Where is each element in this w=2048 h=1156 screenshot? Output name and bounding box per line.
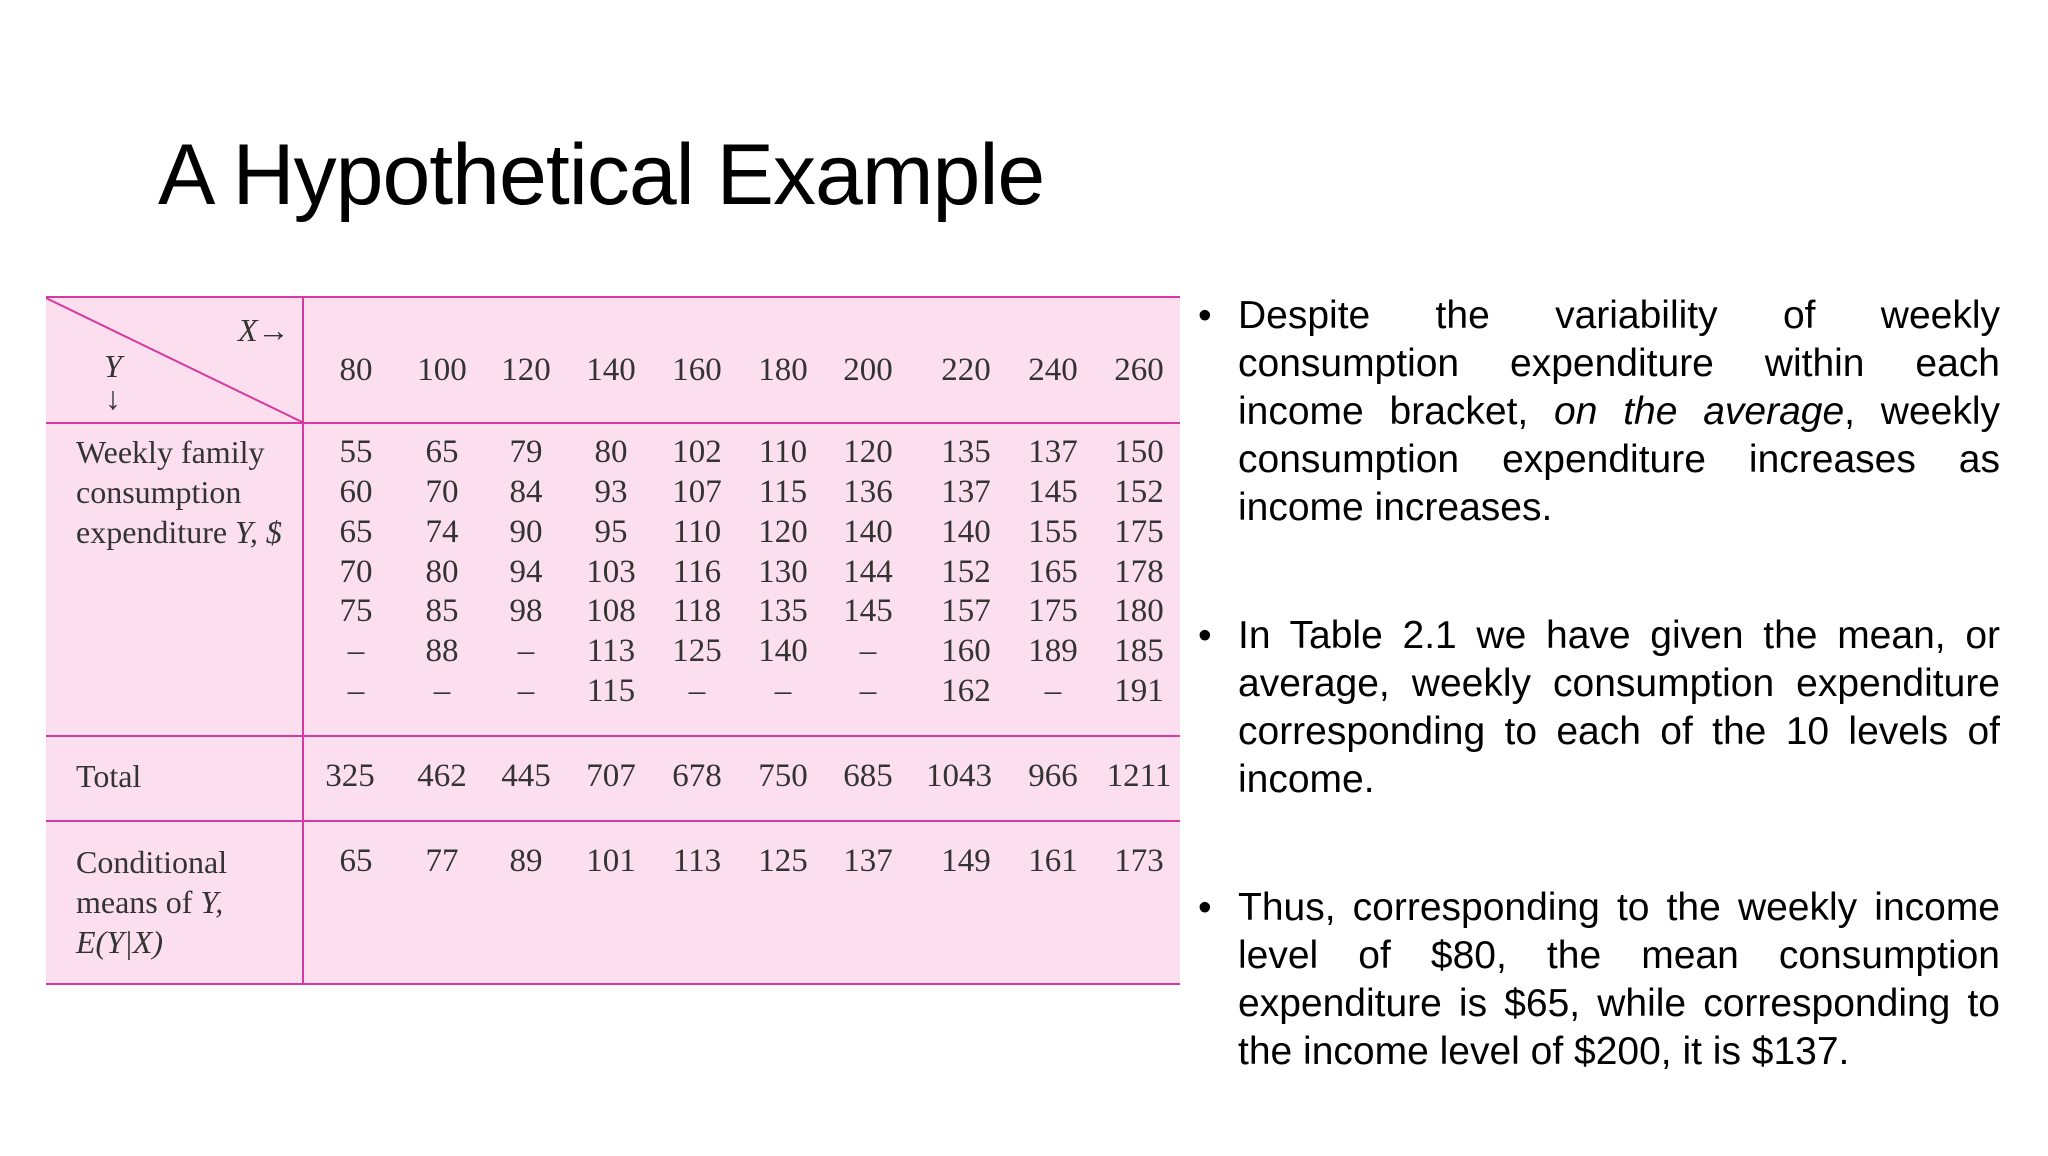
means-rule	[46, 820, 1180, 822]
consumption-value-cell: 140	[941, 514, 991, 550]
total-cell: 445	[501, 758, 551, 794]
consumption-value-cell: 175	[1028, 593, 1078, 629]
consumption-value-cell: 189	[1028, 633, 1078, 669]
corner-y-label: Y ↓	[104, 348, 122, 416]
consumption-value-cell: 130	[758, 554, 808, 590]
total-cell: 966	[1028, 758, 1078, 794]
consumption-value-cell: 157	[941, 593, 991, 629]
consumption-value-cell: 55	[339, 434, 373, 470]
consumption-value-cell: 120	[758, 514, 808, 550]
consumption-value-cell: 150	[1114, 434, 1164, 470]
income-level-header: 240	[1028, 352, 1078, 388]
bullet-item: • Thus, corresponding to the weekly income level of $80, the mean consumption expenditure is $65, while corresponding to the income level of $200, it is $137.	[1198, 884, 2000, 1076]
consumption-value-cell: –	[688, 673, 706, 709]
consumption-value-cell: 152	[941, 554, 991, 590]
consumption-value-cell: 70	[425, 474, 459, 510]
consumption-value-cell: 110	[672, 514, 722, 550]
consumption-value-cell: 98	[509, 593, 543, 629]
consumption-value-cell: –	[1044, 673, 1062, 709]
consumption-value-cell: 80	[425, 554, 459, 590]
slide-title: A Hypothetical Example	[158, 127, 1045, 223]
consumption-value-cell: 79	[509, 434, 543, 470]
consumption-value-cell: 84	[509, 474, 543, 510]
bullet-item: • In Table 2.1 we have given the mean, or average, weekly consumption expenditure corresponding to each of the 10 levels of income.	[1198, 612, 2000, 804]
consumption-value-cell: 180	[1114, 593, 1164, 629]
consumption-value-cell: 65	[339, 514, 373, 550]
consumption-value-cell: –	[774, 673, 792, 709]
consumption-value-cell: 137	[941, 474, 991, 510]
total-cell: 707	[586, 758, 636, 794]
consumption-value-cell: 102	[672, 434, 722, 470]
total-cell: 1043	[926, 758, 992, 794]
consumption-value-cell: 152	[1114, 474, 1164, 510]
income-level-header: 120	[501, 352, 551, 388]
total-cell: 462	[417, 758, 467, 794]
income-level-header: 80	[339, 352, 373, 388]
consumption-row-label: Weekly family consumption expenditure Y, $	[76, 434, 282, 550]
header-rule	[46, 422, 1180, 424]
consumption-value-cell: –	[347, 673, 365, 709]
consumption-income-table	[46, 296, 1180, 985]
consumption-value-cell: 160	[941, 633, 991, 669]
consumption-value-cell: 144	[843, 554, 893, 590]
consumption-value-cell: 113	[586, 633, 636, 669]
consumption-value-cell: 74	[425, 514, 459, 550]
consumption-value-cell: 140	[758, 633, 808, 669]
column-divider	[302, 298, 304, 983]
total-row-label: Total	[76, 758, 142, 794]
conditional-mean-cell: 89	[509, 843, 543, 879]
consumption-value-cell: 137	[1028, 434, 1078, 470]
income-level-header: 100	[417, 352, 467, 388]
consumption-value-cell: 60	[339, 474, 373, 510]
income-level-header: 260	[1114, 352, 1164, 388]
consumption-value-cell: 93	[594, 474, 628, 510]
income-level-header: 160	[672, 352, 722, 388]
conditional-mean-cell: 161	[1028, 843, 1078, 879]
income-level-header: 200	[843, 352, 893, 388]
consumption-value-cell: 110	[758, 434, 808, 470]
consumption-value-cell: –	[347, 633, 365, 669]
total-cell: 750	[758, 758, 808, 794]
income-level-header: 140	[586, 352, 636, 388]
consumption-value-cell: 162	[941, 673, 991, 709]
conditional-mean-cell: 77	[425, 843, 459, 879]
income-level-header: 220	[941, 352, 991, 388]
total-cell: 325	[325, 758, 375, 794]
consumption-value-cell: 145	[843, 593, 893, 629]
income-level-header: 180	[758, 352, 808, 388]
consumption-value-cell: –	[859, 673, 877, 709]
conditional-mean-cell: 125	[758, 843, 808, 879]
consumption-value-cell: 75	[339, 593, 373, 629]
consumption-value-cell: 178	[1114, 554, 1164, 590]
consumption-value-cell: 115	[586, 673, 636, 709]
consumption-value-cell: 191	[1114, 673, 1164, 709]
total-cell: 1211	[1106, 758, 1172, 794]
consumption-value-cell: 185	[1114, 633, 1164, 669]
consumption-value-cell: 135	[941, 434, 991, 470]
total-cell: 685	[843, 758, 893, 794]
consumption-value-cell: 145	[1028, 474, 1078, 510]
consumption-value-cell: –	[517, 633, 535, 669]
consumption-value-cell: 65	[425, 434, 459, 470]
bullet-item: • Despite the variability of weekly consumption expenditure within each income bracket, on the average, weekly consumption expenditure increases as income increases.	[1198, 292, 2000, 532]
consumption-value-cell: 140	[843, 514, 893, 550]
conditional-mean-cell: 65	[339, 843, 373, 879]
total-rule	[46, 735, 1180, 737]
means-row-label: Conditional means of Y, E(Y|X)	[76, 844, 228, 960]
consumption-value-cell: 94	[509, 554, 543, 590]
consumption-value-cell: 175	[1114, 514, 1164, 550]
consumption-value-cell: –	[517, 673, 535, 709]
consumption-value-cell: 120	[843, 434, 893, 470]
bullet-list	[1198, 292, 2000, 1156]
consumption-value-cell: 90	[509, 514, 543, 550]
conditional-mean-cell: 101	[586, 843, 636, 879]
consumption-value-cell: 135	[758, 593, 808, 629]
consumption-value-cell: 165	[1028, 554, 1078, 590]
consumption-value-cell: 108	[586, 593, 636, 629]
conditional-mean-cell: 113	[672, 843, 722, 879]
conditional-mean-cell: 137	[843, 843, 893, 879]
conditional-mean-cell: 149	[941, 843, 991, 879]
consumption-value-cell: 155	[1028, 514, 1078, 550]
total-cell: 678	[672, 758, 722, 794]
consumption-value-cell: 118	[672, 593, 722, 629]
consumption-value-cell: 88	[425, 633, 459, 669]
consumption-value-cell: 70	[339, 554, 373, 590]
consumption-value-cell: 85	[425, 593, 459, 629]
corner-x-label: X→	[238, 312, 290, 348]
consumption-value-cell: 107	[672, 474, 722, 510]
consumption-value-cell: 80	[594, 434, 628, 470]
consumption-value-cell: 125	[672, 633, 722, 669]
consumption-value-cell: 103	[586, 554, 636, 590]
consumption-value-cell: 115	[758, 474, 808, 510]
consumption-value-cell: –	[433, 673, 451, 709]
conditional-mean-cell: 173	[1114, 843, 1164, 879]
consumption-value-cell: 136	[843, 474, 893, 510]
consumption-value-cell: –	[859, 633, 877, 669]
consumption-value-cell: 116	[672, 554, 722, 590]
consumption-value-cell: 95	[594, 514, 628, 550]
